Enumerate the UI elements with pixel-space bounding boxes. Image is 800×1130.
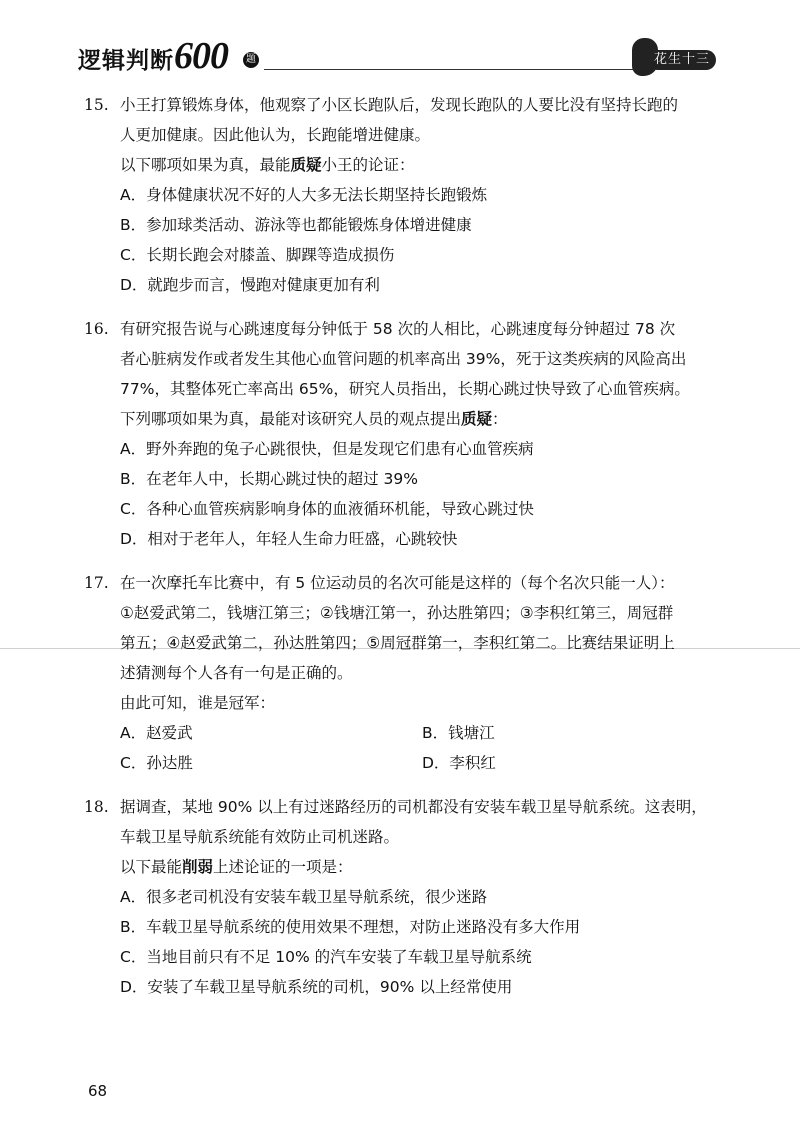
option-b: B．在老年人中，长期心跳过快的超过 39% [120, 470, 419, 488]
question-stem-line: 15. 小王打算锻炼身体，他观察了小区长跑队后，发现长跑队的人要比没有坚持长跑的 [84, 90, 724, 120]
option-b: B．车载卫星导航系统的使用效果不理想，对防止迷路没有多大作用 [120, 918, 581, 936]
page-number: 68 [88, 1082, 108, 1100]
option-d: D．相对于老年人，年轻人生命力旺盛，心跳较快 [120, 530, 458, 548]
option-a: A．身体健康状况不好的人大多无法长期坚持长跑锻炼 [120, 186, 488, 204]
option-a: A．赵爱武 [120, 724, 193, 742]
option-c: C．长期长跑会对膝盖、脚踝等造成损伤 [120, 246, 395, 264]
option-row [84, 748, 724, 778]
option-c: C．当地目前只有不足 10% 的汽车安装了车载卫星导航系统 [120, 948, 532, 966]
ti-badge: 题 [243, 52, 259, 68]
question-stem-line: 人更加健康。因此他认为，长跑能增进健康。 [120, 126, 431, 144]
question-stem-line: ①赵爱武第二，钱塘江第三；②钱塘江第一，孙达胜第四；③李积红第三，周冠群 [120, 604, 674, 622]
question-15 [84, 90, 724, 300]
question-stem-line: 77%，其整体死亡率高出 65%，研究人员指出，长期心跳过快导致了心血管疾病。 [120, 380, 690, 398]
option-c: C．各种心血管疾病影响身体的血液循环机能，导致心跳过快 [120, 500, 534, 518]
option-b: B．参加球类活动、游泳等也都能锻炼身体增进健康 [120, 216, 472, 234]
question-number: 16. [84, 320, 109, 338]
question-stem-line: 第五；④赵爱武第二，孙达胜第四；⑤周冠群第一，李积红第二。比赛结果证明上 [120, 634, 675, 652]
option-d: D．就跑步而言，慢跑对健康更加有利 [120, 276, 380, 294]
book-title: 逻辑判断 [78, 48, 174, 74]
question-number: 18. [84, 798, 109, 816]
question-stem-line: 17. 在一次摩托车比赛中，有 5 位运动员的名次可能是这样的（每个名次只能一人）： [84, 568, 724, 598]
book-number: 600 [174, 35, 228, 77]
page-header [78, 35, 728, 78]
option-row [84, 718, 724, 748]
question-list [84, 90, 724, 1016]
option-a: A．很多老司机没有安装车载卫星导航系统，很少迷路 [120, 888, 488, 906]
option-b: B．钱塘江 [422, 724, 495, 742]
question-17 [84, 568, 724, 778]
question-number: 15. [84, 96, 109, 114]
option-d: D．李积红 [422, 754, 496, 772]
question-stem-line: 述猜测每个人各有一句是正确的。 [120, 664, 353, 682]
question-stem-line: 车载卫星导航系统能有效防止司机迷路。 [120, 828, 400, 846]
option-a: A．野外奔跑的兔子心跳很快，但是发现它们患有心血管疾病 [120, 440, 534, 458]
question-stem-line: 16. 有研究报告说与心跳速度每分钟低于 58 次的人相比，心跳速度每分钟超过 78 次 [84, 314, 724, 344]
question-prompt: 以下最能削弱上述论证的一项是： [120, 858, 353, 876]
header-rule [264, 69, 648, 70]
option-d: D．安装了车载卫星导航系统的司机，90% 以上经常使用 [120, 978, 513, 996]
question-stem-line: 18. 据调查，某地 90% 以上有过迷路经历的司机都没有安装车载卫星导航系统。这表明， [84, 792, 724, 822]
logo-text: 花生十三 [648, 50, 716, 70]
question-stem-line: 者心脏病发作或者发生其他心血管问题的机率高出 39%，死于这类疾病的风险高出 [120, 350, 687, 368]
option-c: C．孙达胜 [120, 754, 193, 772]
question-prompt: 由此可知，谁是冠军： [120, 694, 276, 712]
question-number: 17. [84, 574, 109, 592]
question-18 [84, 792, 724, 1002]
question-prompt: 以下哪项如果为真，最能质疑小王的论证： [120, 156, 415, 174]
question-prompt: 下列哪项如果为真，最能对该研究人员的观点提出质疑： [120, 410, 508, 428]
question-16 [84, 314, 724, 554]
peanut-logo [632, 38, 728, 78]
